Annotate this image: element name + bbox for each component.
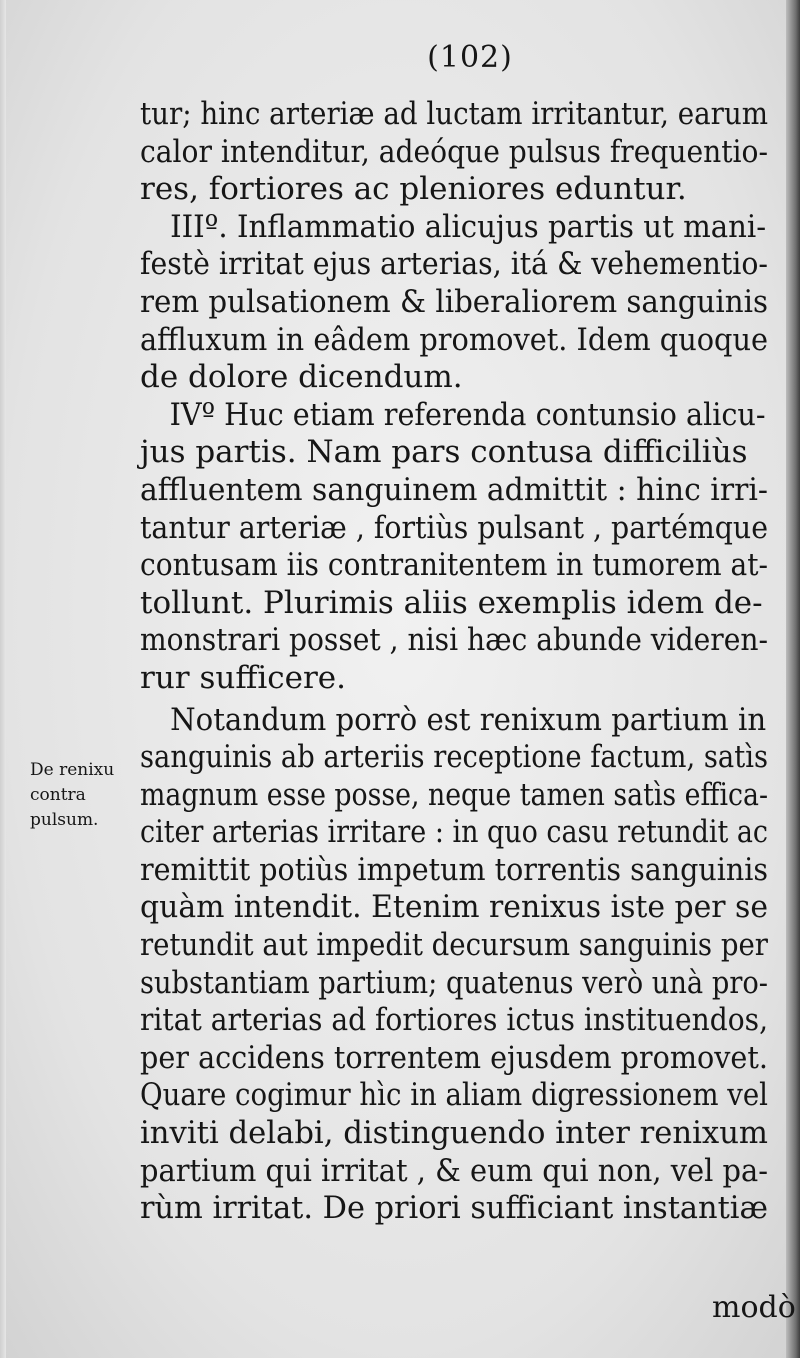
text-line: IVº Huc etiam referenda contunsio alicu- xyxy=(169,396,766,433)
margin-note xyxy=(30,758,148,833)
body-text xyxy=(140,96,768,1228)
text-line: res, fortiores ac pleniores eduntur. xyxy=(140,171,687,208)
text-line: per accidens torrentem ejusdem promovet. xyxy=(140,1039,768,1076)
page-binding-shadow xyxy=(786,0,800,1358)
text-line: rem pulsationem & liberaliorem sanguinis xyxy=(140,283,768,320)
text-line: inviti delabi, distinguendo inter renixum xyxy=(140,1115,768,1152)
page-number: (102) xyxy=(427,40,513,75)
text-line: Notandum porrò est renixum partium in xyxy=(170,701,767,738)
text-line: rùm irritat. De priori sufficiant instantiæ xyxy=(140,1190,768,1227)
margin-note-line: contra xyxy=(30,785,86,805)
text-line: substantiam partium; quatenus verò unà pro- xyxy=(140,964,768,1001)
text-line: tur; hinc arteriæ ad luctam irritantur, earum xyxy=(140,96,768,132)
text-line: sanguinis ab arteriis receptione factum, satìs xyxy=(140,739,768,776)
text-line: retundit aut impedit decursum sanguinis per xyxy=(140,927,768,964)
text-line: quàm intendit. Etenim renixus iste per se xyxy=(140,889,768,926)
text-line: jus partis. Nam pars contusa difficiliùs xyxy=(140,434,748,471)
text-line: magnum esse posse, neque tamen satìs effica- xyxy=(140,776,768,813)
margin-note-line: De renixu xyxy=(30,760,115,780)
text-line: monstrari posset , nisi hæc abunde videren- xyxy=(140,622,768,659)
text-line: de dolore dicendum. xyxy=(140,359,463,396)
page-left-edge xyxy=(0,0,6,1358)
text-line: calor intenditur, adeóque pulsus frequentio- xyxy=(140,133,768,170)
text-line: partium qui irritat , & eum qui non, vel pa- xyxy=(140,1152,768,1189)
text-line: rur sufficere. xyxy=(140,659,346,696)
margin-note-line: pulsum. xyxy=(30,810,99,830)
text-line: citer arterias irritare : in quo casu retundit ac xyxy=(140,814,768,851)
catchword: modò xyxy=(712,1290,796,1325)
text-line: tantur arteriæ , fortiùs pulsant , partémque xyxy=(140,509,768,546)
text-line: ritat arterias ad fortiores ictus instituendos, xyxy=(140,1002,768,1039)
text-line: affluxum in eâdem promovet. Idem quoque xyxy=(140,321,768,358)
text-line: contusam iis contranitentem in tumorem at- xyxy=(140,547,768,584)
text-line: festè irritat ejus arterias, itá & vehementio- xyxy=(140,246,768,283)
text-line: IIIº. Inflammatio alicujus partis ut mani- xyxy=(170,208,767,245)
text-line: remittit potiùs impetum torrentis sanguinis xyxy=(140,851,768,888)
text-line: Quare cogimur hìc in aliam digressionem vel xyxy=(140,1077,768,1114)
text-line: affluentem sanguinem admittit : hinc irri- xyxy=(140,471,768,508)
text-line: tollunt. Plurimis aliis exemplis idem de- xyxy=(140,584,763,621)
